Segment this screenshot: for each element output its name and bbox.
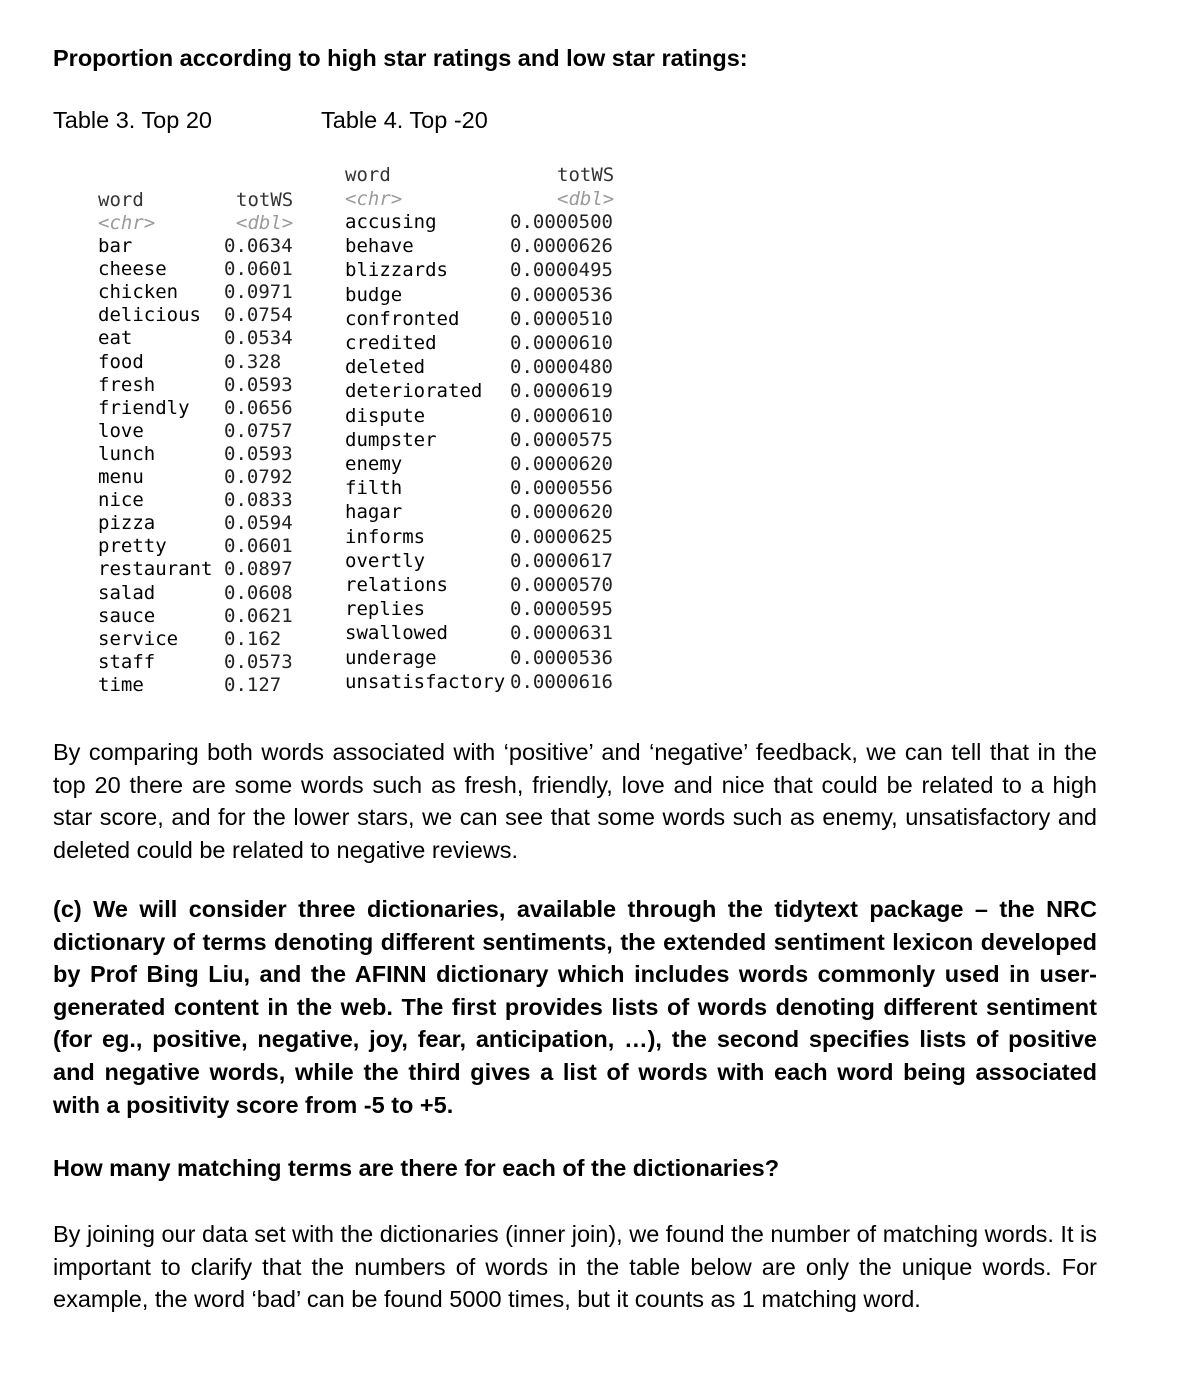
table3-row-value: 0.0971 (224, 281, 293, 304)
table4-row-value: 0.0000631 (510, 622, 613, 645)
table3-row-word: service (98, 627, 179, 650)
table4-row-value: 0.0000575 (510, 428, 613, 451)
table3-row-value: 0.0754 (224, 304, 293, 327)
table4-row-value: 0.0000617 (510, 549, 613, 572)
table3-col-totws: totWS (236, 189, 294, 211)
table4-row-value: 0.0000536 (510, 283, 613, 306)
table4-row-word: informs (345, 525, 426, 548)
table3-row-word: chicken (98, 281, 179, 304)
table4-row-value: 0.0000610 (510, 404, 613, 427)
table4-row-value: 0.0000625 (510, 525, 613, 548)
table3-row-word: eat (98, 327, 133, 350)
table3-row-value: 0.0593 (224, 373, 293, 396)
question-line: How many matching terms are there for each of the dictionaries? (53, 1155, 780, 1181)
table4-col-word: word (345, 164, 391, 186)
table4-row-word: blizzards (345, 259, 448, 282)
table4-row-value: 0.0000610 (510, 332, 613, 354)
table4-row-value: 0.0000619 (510, 380, 613, 403)
table4-row-word: dispute (345, 404, 426, 427)
table3-caption: Table 3. Top 20 (53, 107, 212, 133)
table3-row-word: cheese (98, 258, 167, 281)
table3-row-word: time (98, 673, 144, 696)
table4-row-word: enemy (345, 453, 403, 475)
table3-row-value: 0.0757 (224, 419, 293, 442)
table3-row-word: staff (98, 650, 156, 673)
section-heading: Proportion according to high star ratings and low star ratings: (53, 45, 748, 71)
table4-row-word: deleted (345, 356, 426, 379)
table4-row-word: deteriorated (345, 380, 483, 403)
table4-row-word: relations (345, 574, 448, 596)
table3-row-value: 0.162 (224, 627, 282, 650)
table4-row-value: 0.0000480 (510, 356, 613, 379)
table4-row-word: filth (345, 477, 403, 500)
table3-row-word: food (98, 350, 144, 373)
table4-row-word: overtly (345, 549, 426, 572)
table4-row-value: 0.0000620 (510, 453, 613, 475)
table4-row-word: underage (345, 646, 437, 669)
table4-row-value: 0.0000570 (510, 574, 613, 596)
table4-row-word: unsatisfactory (345, 670, 506, 693)
table3-row-value: 0.328 (224, 350, 282, 373)
table4-row-value: 0.0000556 (510, 477, 613, 500)
table3-type-totws: <dbl> (236, 212, 294, 234)
table4-row-word: behave (345, 235, 414, 258)
table4-row-word: confronted (345, 307, 460, 330)
table4-type-word: <chr> (345, 188, 403, 210)
analysis-paragraph: By comparing both words associated with ‘positive’ and ‘negative’ feedback, we can tell that in the top 20 there are some words such as fresh, friendly, love and nice that could be related to a high star score, and for the lower stars, we can see that some words such as enemy, unsatisfactory and deleted could be related to negative reviews. (53, 739, 1097, 863)
table4-row-value: 0.0000616 (510, 670, 613, 693)
table4-row-word: dumpster (345, 428, 437, 451)
table3-type-word: <chr> (98, 212, 156, 234)
table3-row-word: bar (98, 235, 133, 257)
table4-row-value: 0.0000510 (510, 307, 613, 330)
table4-row-word: replies (345, 598, 426, 621)
question-c-paragraph: (c) We will consider three dictionaries, available through the tidytext package – the NRC dictionary of terms denoting different sentiments, the extended sentiment lexicon developed by Prof Bing Liu, and the AFINN dictionary which includes words commonly used in user-generated content in the web. The first provides lists of words denoting different sentiment (for eg., positive, negative, joy, fear, anticipation, …), the second specifies lists of positive and negative words, while the third gives a list of words with each word being associated with a positivity score from -5 to +5. (53, 896, 1097, 1118)
table3-row-value: 0.0601 (224, 535, 293, 558)
table4-col-totws: totWS (557, 164, 615, 186)
table3-row-word: fresh (98, 373, 156, 396)
table3-col-word: word (98, 189, 144, 211)
table4-row-word: accusing (345, 211, 437, 233)
table4-row-value: 0.0000620 (510, 501, 613, 524)
table3-row-word: love (98, 419, 144, 442)
table3-row-value: 0.0608 (224, 581, 293, 604)
table3-row-value: 0.0534 (224, 327, 293, 350)
table3-row-value: 0.0594 (224, 512, 293, 535)
table4-row-value: 0.0000595 (510, 598, 613, 621)
table3-row-value: 0.0634 (224, 235, 293, 257)
table4-row-value: 0.0000500 (510, 211, 613, 233)
table3-row-word: friendly (98, 396, 190, 419)
table4-type-totws: <dbl> (557, 188, 615, 210)
table3-row-value: 0.0621 (224, 604, 293, 627)
table3-row-word: lunch (98, 442, 156, 465)
table3-row-value: 0.127 (224, 673, 282, 696)
table3-row-value: 0.0573 (224, 650, 293, 673)
table4-row-word: swallowed (345, 622, 448, 645)
table4-row-word: credited (345, 332, 437, 354)
table3-row-value: 0.0601 (224, 258, 293, 281)
table3-row-value: 0.0656 (224, 396, 293, 419)
answer-paragraph: By joining our data set with the dictionaries (inner join), we found the number of matching words. It is important to clarify that the numbers of words in the table below are only the unique words. For example, the word ‘bad’ can be found 5000 times, but it counts as 1 matching word. (53, 1221, 1097, 1313)
table3-row-value: 0.0833 (224, 489, 293, 512)
table4-row-word: hagar (345, 501, 403, 524)
table4-row-word: budge (345, 283, 403, 306)
table3-row-value: 0.0792 (224, 466, 293, 488)
table3-row-word: sauce (98, 604, 156, 627)
table3-row-value: 0.0897 (224, 558, 293, 581)
table4-row-value: 0.0000495 (510, 259, 613, 282)
table3-row-word: menu (98, 466, 144, 488)
table4-row-value: 0.0000536 (510, 646, 613, 669)
table3-row-word: restaurant (98, 558, 213, 581)
table4-row-value: 0.0000626 (510, 235, 613, 258)
table3-row-word: pretty (98, 535, 167, 558)
table3-row-word: pizza (98, 512, 156, 535)
table3-row-word: delicious (98, 304, 201, 327)
table3-row-word: nice (98, 489, 144, 512)
table4-caption: Table 4. Top -20 (321, 107, 488, 133)
table3-row-value: 0.0593 (224, 442, 293, 465)
table3-row-word: salad (98, 581, 156, 604)
